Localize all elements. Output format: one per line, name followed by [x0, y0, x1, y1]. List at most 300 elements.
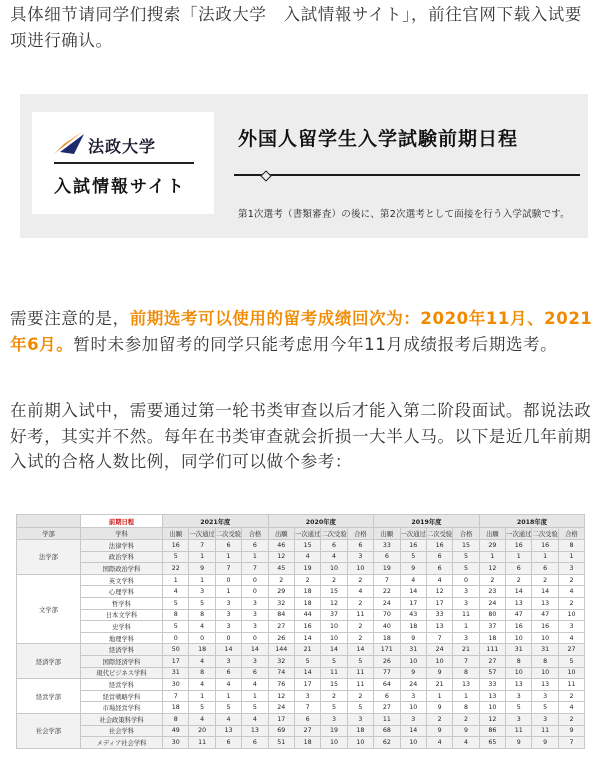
value-cell: 24	[426, 644, 452, 656]
value-cell: 24	[374, 597, 400, 609]
stage-header: 出願	[268, 528, 294, 540]
subject-cell: 史学科	[81, 621, 163, 633]
value-cell: 24	[400, 679, 426, 691]
value-cell: 10	[400, 655, 426, 667]
dept-cell: 社会学部	[17, 713, 81, 748]
value-cell: 17	[400, 597, 426, 609]
value-cell: 9	[400, 563, 426, 575]
value-cell: 3	[242, 609, 268, 621]
subject-cell: 社会政策科学科	[81, 713, 163, 725]
value-cell: 5	[506, 702, 532, 714]
value-cell: 9	[400, 667, 426, 679]
value-cell: 14	[321, 644, 347, 656]
table-row	[17, 551, 585, 563]
value-cell: 77	[374, 667, 400, 679]
value-cell: 1	[189, 690, 215, 702]
value-cell: 31	[400, 644, 426, 656]
value-cell: 7	[294, 702, 320, 714]
table-row	[17, 586, 585, 598]
results-table	[16, 514, 585, 749]
value-cell: 3	[400, 713, 426, 725]
value-cell: 5	[558, 655, 584, 667]
value-cell: 1	[242, 690, 268, 702]
value-cell: 10	[347, 563, 373, 575]
dept-cell: 経済学部	[17, 644, 81, 679]
value-cell: 1	[506, 551, 532, 563]
value-cell: 5	[242, 702, 268, 714]
value-cell: 4	[558, 586, 584, 598]
value-cell: 6	[374, 551, 400, 563]
value-cell: 18	[479, 632, 505, 644]
value-cell: 12	[426, 586, 452, 598]
table-row	[17, 597, 585, 609]
value-cell: 16	[163, 540, 189, 552]
value-cell: 11	[347, 609, 373, 621]
value-cell: 68	[374, 725, 400, 737]
value-cell: 9	[426, 667, 452, 679]
value-cell: 45	[268, 563, 294, 575]
value-cell: 23	[479, 586, 505, 598]
banner-subtitle: 第1次選考（書類審査）の後に、第2次選考として面接を行う入学試験です。	[238, 209, 570, 220]
value-cell: 17	[268, 713, 294, 725]
value-cell: 11	[532, 725, 558, 737]
subject-cell: メディア社会学科	[81, 737, 163, 749]
subject-cell: 経済学科	[81, 644, 163, 656]
value-cell: 0	[242, 586, 268, 598]
value-cell: 15	[453, 540, 479, 552]
year-header: 2021年度	[163, 515, 269, 528]
value-cell: 10	[479, 702, 505, 714]
value-cell: 26	[374, 655, 400, 667]
value-cell: 6	[426, 551, 452, 563]
value-cell: 3	[453, 586, 479, 598]
intro-paragraph: 具体细节请同学们搜索「法政大学 入試情報サイト」，前往官网下载入试要项进行确认。	[10, 5, 582, 50]
subject-cell: 国際政治学科	[81, 563, 163, 575]
value-cell: 16	[294, 621, 320, 633]
analysis-paragraph: 在前期入试中，需要通过第一轮书类审查以后才能入第二阶段面试。都说法政好考，其实并不然。每年在书类审查就会折损一大半人马。以下是近几年前期入试的合格人数比例，同学们可以做个参考：	[10, 401, 592, 471]
value-cell: 5	[163, 621, 189, 633]
value-cell: 2	[321, 574, 347, 586]
subject-cell: 哲学科	[81, 597, 163, 609]
value-cell: 13	[532, 679, 558, 691]
value-cell: 4	[558, 632, 584, 644]
value-cell: 16	[506, 540, 532, 552]
value-cell: 12	[321, 597, 347, 609]
value-cell: 9	[400, 632, 426, 644]
value-cell: 0	[242, 574, 268, 586]
subject-cell: 社会学科	[81, 725, 163, 737]
subject-cell: 政治学科	[81, 551, 163, 563]
value-cell: 3	[215, 609, 241, 621]
header-blank	[17, 515, 81, 528]
value-cell: 30	[163, 679, 189, 691]
value-cell: 6	[426, 563, 452, 575]
value-cell: 69	[268, 725, 294, 737]
value-cell: 4	[215, 679, 241, 691]
value-cell: 15	[294, 540, 320, 552]
value-cell: 10	[347, 737, 373, 749]
logo-site-name: 入試情報サイト	[54, 177, 186, 197]
value-cell: 4	[294, 551, 320, 563]
value-cell: 1	[242, 551, 268, 563]
value-cell: 31	[506, 644, 532, 656]
value-cell: 3	[242, 621, 268, 633]
value-cell: 5	[400, 551, 426, 563]
value-cell: 8	[189, 667, 215, 679]
value-cell: 11	[321, 667, 347, 679]
value-cell: 8	[453, 702, 479, 714]
value-cell: 16	[532, 621, 558, 633]
value-cell: 6	[506, 563, 532, 575]
value-cell: 74	[268, 667, 294, 679]
stage-header: 合格	[242, 528, 268, 540]
stage-header: 合格	[347, 528, 373, 540]
value-cell: 14	[532, 586, 558, 598]
value-cell: 16	[426, 540, 452, 552]
value-cell: 4	[347, 586, 373, 598]
stage-header: 合格	[453, 528, 479, 540]
value-cell: 5	[453, 563, 479, 575]
value-cell: 10	[400, 737, 426, 749]
value-cell: 31	[532, 644, 558, 656]
value-cell: 4	[426, 737, 452, 749]
value-cell: 4	[215, 713, 241, 725]
value-cell: 3	[189, 586, 215, 598]
value-cell: 7	[453, 655, 479, 667]
value-cell: 5	[163, 551, 189, 563]
value-cell: 6	[215, 737, 241, 749]
value-cell: 3	[347, 713, 373, 725]
value-cell: 57	[479, 667, 505, 679]
notice-paragraph	[10, 306, 594, 358]
value-cell: 14	[215, 644, 241, 656]
value-cell: 13	[506, 597, 532, 609]
value-cell: 1	[189, 574, 215, 586]
value-cell: 86	[479, 725, 505, 737]
value-cell: 144	[268, 644, 294, 656]
value-cell: 3	[453, 597, 479, 609]
value-cell: 2	[506, 574, 532, 586]
table-row	[17, 655, 585, 667]
value-cell: 9	[558, 725, 584, 737]
value-cell: 2	[453, 713, 479, 725]
value-cell: 17	[294, 679, 320, 691]
value-cell: 2	[426, 713, 452, 725]
value-cell: 2	[532, 574, 558, 586]
table-row	[17, 737, 585, 749]
logo-university-name: 法政大学	[88, 137, 157, 156]
value-cell: 1	[453, 621, 479, 633]
value-cell: 3	[558, 621, 584, 633]
value-cell: 2	[558, 690, 584, 702]
value-cell: 4	[189, 713, 215, 725]
value-cell: 11	[453, 609, 479, 621]
value-cell: 80	[479, 609, 505, 621]
subject-header: 学科	[81, 528, 163, 540]
value-cell: 9	[453, 725, 479, 737]
value-cell: 5	[294, 655, 320, 667]
table-row	[17, 621, 585, 633]
value-cell: 17	[163, 655, 189, 667]
value-cell: 14	[400, 586, 426, 598]
dept-header: 学部	[17, 528, 81, 540]
value-cell: 10	[321, 737, 347, 749]
value-cell: 37	[321, 609, 347, 621]
value-cell: 2	[347, 621, 373, 633]
value-cell: 4	[558, 702, 584, 714]
value-cell: 13	[215, 725, 241, 737]
value-cell: 4	[189, 655, 215, 667]
stage-header: 一次通过	[506, 528, 532, 540]
value-cell: 1	[215, 690, 241, 702]
value-cell: 4	[321, 551, 347, 563]
stage-header: 出願	[163, 528, 189, 540]
value-cell: 12	[479, 563, 505, 575]
value-cell: 21	[294, 644, 320, 656]
value-cell: 9	[532, 737, 558, 749]
value-cell: 3	[558, 563, 584, 575]
value-cell: 6	[374, 690, 400, 702]
value-cell: 10	[426, 655, 452, 667]
value-cell: 1	[189, 551, 215, 563]
subject-cell: 心理学科	[81, 586, 163, 598]
value-cell: 10	[321, 563, 347, 575]
value-cell: 14	[294, 632, 320, 644]
value-cell: 44	[294, 609, 320, 621]
value-cell: 2	[558, 597, 584, 609]
value-cell: 76	[268, 679, 294, 691]
value-cell: 11	[506, 725, 532, 737]
stage-header: 二次受验	[321, 528, 347, 540]
value-cell: 5	[532, 702, 558, 714]
value-cell: 8	[189, 609, 215, 621]
admission-table	[16, 514, 585, 749]
banner-title: 外国人留学生入学試験前期日程	[238, 128, 519, 150]
value-cell: 7	[558, 737, 584, 749]
value-cell: 8	[558, 540, 584, 552]
table-row	[17, 644, 585, 656]
value-cell: 2	[268, 574, 294, 586]
value-cell: 2	[558, 574, 584, 586]
value-cell: 8	[532, 655, 558, 667]
stage-header: 合格	[558, 528, 584, 540]
value-cell: 37	[479, 621, 505, 633]
value-cell: 0	[215, 574, 241, 586]
value-cell: 4	[242, 713, 268, 725]
value-cell: 13	[453, 679, 479, 691]
year-header: 2018年度	[479, 515, 585, 528]
value-cell: 3	[215, 655, 241, 667]
value-cell: 10	[558, 609, 584, 621]
value-cell: 1	[215, 586, 241, 598]
value-cell: 6	[215, 540, 241, 552]
value-cell: 18	[163, 702, 189, 714]
value-cell: 7	[163, 690, 189, 702]
value-cell: 4	[189, 679, 215, 691]
value-cell: 15	[321, 586, 347, 598]
value-cell: 4	[189, 621, 215, 633]
value-cell: 1	[453, 690, 479, 702]
value-cell: 9	[506, 737, 532, 749]
value-cell: 8	[163, 713, 189, 725]
value-cell: 3	[242, 655, 268, 667]
value-cell: 10	[400, 702, 426, 714]
value-cell: 33	[426, 609, 452, 621]
value-cell: 46	[268, 540, 294, 552]
value-cell: 8	[163, 609, 189, 621]
hosei-logo-icon	[54, 130, 84, 156]
value-cell: 22	[163, 563, 189, 575]
value-cell: 19	[374, 563, 400, 575]
value-cell: 11	[347, 667, 373, 679]
value-cell: 47	[532, 609, 558, 621]
value-cell: 13	[479, 690, 505, 702]
value-cell: 16	[506, 621, 532, 633]
value-cell: 7	[215, 563, 241, 575]
table-row	[17, 574, 585, 586]
value-cell: 84	[268, 609, 294, 621]
stage-header: 出願	[374, 528, 400, 540]
value-cell: 5	[189, 702, 215, 714]
value-cell: 3	[215, 597, 241, 609]
value-cell: 6	[294, 713, 320, 725]
value-cell: 11	[374, 713, 400, 725]
value-cell: 29	[268, 586, 294, 598]
value-cell: 12	[268, 551, 294, 563]
value-cell: 171	[374, 644, 400, 656]
value-cell: 2	[479, 574, 505, 586]
value-cell: 13	[426, 621, 452, 633]
value-cell: 30	[163, 737, 189, 749]
value-cell: 65	[479, 737, 505, 749]
value-cell: 18	[347, 725, 373, 737]
table-row	[17, 702, 585, 714]
value-cell: 51	[268, 737, 294, 749]
year-header: 2019年度	[374, 515, 480, 528]
value-cell: 12	[479, 713, 505, 725]
value-cell: 8	[453, 667, 479, 679]
value-cell: 10	[321, 632, 347, 644]
value-cell: 21	[453, 644, 479, 656]
value-cell: 47	[506, 609, 532, 621]
value-cell: 5	[347, 655, 373, 667]
value-cell: 0	[453, 574, 479, 586]
value-cell: 0	[163, 632, 189, 644]
value-cell: 3	[532, 690, 558, 702]
value-cell: 64	[374, 679, 400, 691]
table-row	[17, 609, 585, 621]
table-row	[17, 725, 585, 737]
value-cell: 2	[294, 574, 320, 586]
value-cell: 20	[189, 725, 215, 737]
value-cell: 6	[532, 563, 558, 575]
value-cell: 6	[242, 737, 268, 749]
value-cell: 5	[215, 702, 241, 714]
value-cell: 2	[558, 713, 584, 725]
value-cell: 26	[268, 632, 294, 644]
value-cell: 7	[374, 574, 400, 586]
value-cell: 13	[532, 597, 558, 609]
value-cell: 14	[506, 586, 532, 598]
value-cell: 9	[426, 725, 452, 737]
subject-cell: 地理学科	[81, 632, 163, 644]
value-cell: 3	[347, 551, 373, 563]
value-cell: 22	[374, 586, 400, 598]
year-header: 2020年度	[268, 515, 374, 528]
value-cell: 3	[242, 597, 268, 609]
value-cell: 2	[347, 632, 373, 644]
dept-cell: 文学部	[17, 574, 81, 644]
value-cell: 1	[426, 690, 452, 702]
value-cell: 24	[268, 702, 294, 714]
value-cell: 50	[163, 644, 189, 656]
value-cell: 14	[294, 667, 320, 679]
value-cell: 1	[479, 551, 505, 563]
value-cell: 6	[215, 667, 241, 679]
table-row	[17, 690, 585, 702]
value-cell: 32	[268, 655, 294, 667]
value-cell: 4	[426, 574, 452, 586]
table-row	[17, 667, 585, 679]
value-cell: 29	[479, 540, 505, 552]
value-cell: 4	[453, 737, 479, 749]
value-cell: 14	[242, 644, 268, 656]
value-cell: 5	[453, 551, 479, 563]
stage-header: 一次通过	[400, 528, 426, 540]
subject-cell: 英文学科	[81, 574, 163, 586]
value-cell: 2	[347, 597, 373, 609]
value-cell: 1	[215, 551, 241, 563]
value-cell: 7	[242, 563, 268, 575]
notice-highlight: 前期选考可以使用的留考成绩回次为：2020年11月、2021年6月。	[10, 309, 593, 354]
table-header-columns	[17, 528, 585, 540]
value-cell: 10	[532, 632, 558, 644]
subject-cell: 市場経営学科	[81, 702, 163, 714]
table-header-years	[17, 515, 585, 528]
value-cell: 27	[374, 702, 400, 714]
table-label: 前期日程	[81, 515, 163, 528]
value-cell: 7	[189, 540, 215, 552]
value-cell: 3	[400, 690, 426, 702]
notice-suffix: 暂时未参加留考的同学只能考虑用今年11月成绩报考后期选考。	[73, 335, 558, 354]
dept-cell: 法学部	[17, 540, 81, 575]
value-cell: 4	[400, 574, 426, 586]
value-cell: 5	[347, 702, 373, 714]
value-cell: 32	[268, 597, 294, 609]
value-cell: 16	[400, 540, 426, 552]
table-row	[17, 679, 585, 691]
table-row	[17, 540, 585, 552]
value-cell: 27	[294, 725, 320, 737]
value-cell: 12	[268, 690, 294, 702]
value-cell: 10	[506, 632, 532, 644]
banner-divider	[234, 174, 580, 176]
value-cell: 18	[189, 644, 215, 656]
value-cell: 9	[426, 702, 452, 714]
value-cell: 40	[374, 621, 400, 633]
value-cell: 7	[426, 632, 452, 644]
value-cell: 31	[163, 667, 189, 679]
value-cell: 4	[242, 679, 268, 691]
stage-header: 一次通过	[294, 528, 320, 540]
value-cell: 5	[163, 597, 189, 609]
hosei-logo-card	[32, 112, 214, 214]
table-row	[17, 632, 585, 644]
value-cell: 6	[321, 540, 347, 552]
value-cell: 19	[321, 725, 347, 737]
table-row	[17, 713, 585, 725]
stage-header: 一次通过	[189, 528, 215, 540]
